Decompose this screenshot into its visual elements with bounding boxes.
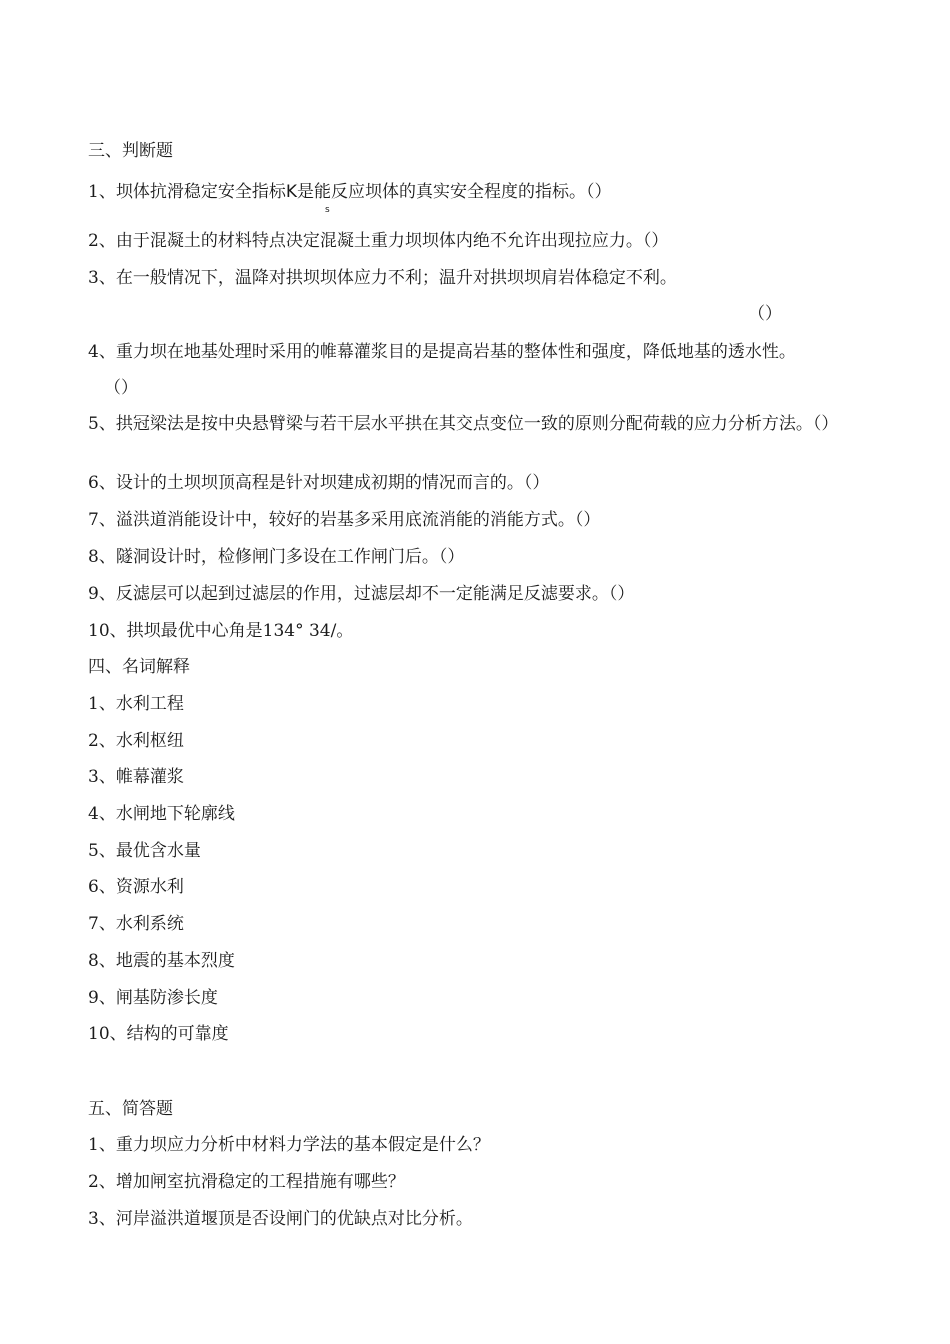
- judgment-item-4-paren: （）: [104, 378, 138, 398]
- short-answer-item-2: 2、增加闸室抗滑稳定的工程措施有哪些？: [88, 1172, 405, 1192]
- term-item-8: 8、地震的基本烈度: [88, 951, 235, 971]
- section-title-terms: 四、名词解释: [88, 657, 190, 677]
- judgment-item-6: 6、设计的土坝坝顶高程是针对坝建成初期的情况而言的。（）: [88, 473, 550, 493]
- term-item-1: 1、水利工程: [88, 694, 184, 714]
- term-item-5: 5、最优含水量: [88, 841, 201, 861]
- judgment-item-5: 5、拱冠梁法是按中央悬臂梁与若干层水平拱在其交点变位一致的原则分配荷载的应力分析方法。（）: [88, 414, 839, 434]
- judgment-item-3-paren: （）: [748, 304, 782, 324]
- judgment-item-8: 8、隧洞设计时，检修闸门多设在工作闸门后。（）: [88, 547, 465, 567]
- term-item-2: 2、水利枢纽: [88, 731, 184, 751]
- judgment-item-10: 10、拱坝最优中心角是134° 34/。: [88, 621, 354, 641]
- term-item-10: 10、结构的可靠度: [88, 1024, 229, 1044]
- term-item-6: 6、资源水利: [88, 877, 184, 897]
- judgment-item-1: [88, 180, 611, 204]
- short-answer-item-1: 1、重力坝应力分析中材料力学法的基本假定是什么？: [88, 1135, 490, 1155]
- judgment-item-2: 2、由于混凝土的材料特点决定混凝土重力坝坝体内绝不允许出现拉应力。（）: [88, 231, 669, 251]
- judgment-item-3: 3、在一般情况下，温降对拱坝坝体应力不利；温升对拱坝坝肩岩体稳定不利。: [88, 268, 677, 288]
- section-title-short-answer: 五、简答题: [88, 1099, 173, 1119]
- term-item-9: 9、闸基防渗长度: [88, 988, 218, 1008]
- term-item-4: 4、水闸地下轮廓线: [88, 804, 235, 824]
- ks-symbol: K: [285, 182, 297, 202]
- item-1-text-after: 是能反应坝体的真实安全程度的指标。（）: [296, 182, 612, 202]
- judgment-item-4: 4、重力坝在地基处理时采用的帷幕灌浆目的是提高岩基的整体性和强度，降低地基的透水性。: [88, 342, 796, 362]
- section-title-judgment: 三、判断题: [88, 141, 173, 161]
- ks-subscript: s: [325, 205, 330, 215]
- term-item-3: 3、帷幕灌浆: [88, 767, 184, 787]
- judgment-item-9: 9、反滤层可以起到过滤层的作用，过滤层却不一定能满足反滤要求。（）: [88, 584, 635, 604]
- judgment-item-7: 7、溢洪道消能设计中，较好的岩基多采用底流消能的消能方式。（）: [88, 510, 601, 530]
- short-answer-item-3: 3、河岸溢洪道堰顶是否设闸门的优缺点对比分析。: [88, 1209, 473, 1229]
- item-1-text-before: 1、坝体抗滑稳定安全指标: [88, 182, 286, 202]
- term-item-7: 7、水利系统: [88, 914, 184, 934]
